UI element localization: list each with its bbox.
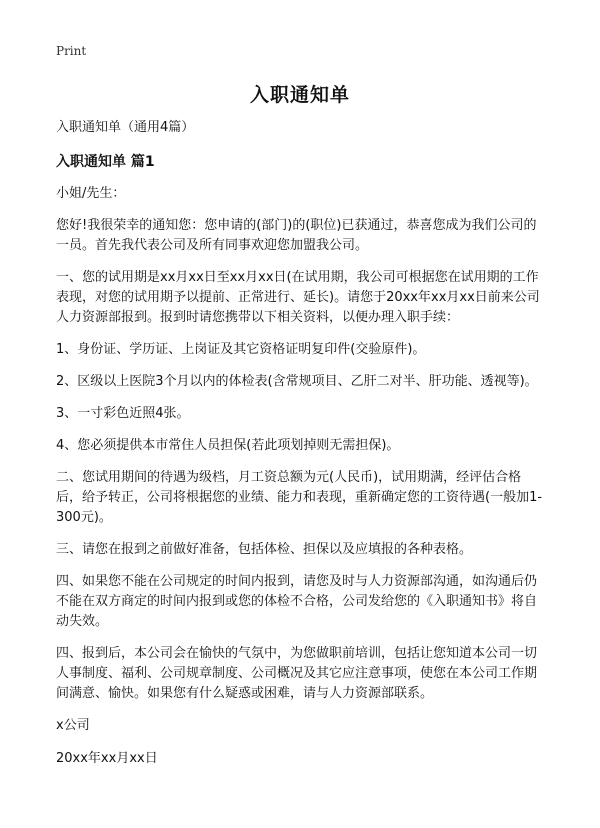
document-body [56,118,546,769]
paragraph-item-4: 4、您必须提供本市常住人员担保(若此项划掉则无需担保)。 [56,438,400,453]
paragraph-probation: 一、您的试用期是xx月xx日至xx月xx日(在试用期，我公司可根据您在试用期的工作表现，对您的试用期予以提前、正常进行、延长)。请您于20xx年xx月xx日前来公司人力资源部报到。报到时请您携带以下相关资料，以便办理入职手续： [56,270,540,325]
paragraph-welcome: 您好!我很荣幸的通知您：您申请的(部门)的(职位)已获通过，恭喜您成为我们公司的一员。首先我代表公司及所有同事欢迎您加盟我公司。 [56,218,537,253]
company-signature: x公司 [56,718,90,733]
paragraph-item-1: 1、身份证、学历证、上岗证及其它资格证明复印件(交验原件)。 [56,342,426,357]
section-heading: 入职通知单 篇1 [56,154,155,170]
paragraph-training: 四、报到后，本公司会在愉快的气氛中，为您做职前培训，包括让您知道本公司一切人事制度、福利、公司规章制度、公司概况及其它应注意事项，使您在本公司工作期间满意、愉快。如果您有什么疑惑或困难，请与人力资源部联系。 [56,646,538,701]
page-title: 入职通知单 [249,84,350,106]
print-link[interactable]: Print [56,44,87,58]
document-date: 20xx年xx月xx日 [56,751,158,766]
paragraph-item-3: 3、一寸彩色近照4张。 [56,406,190,421]
salutation: 小姐/先生： [56,186,126,201]
paragraph-item-2: 2、区级以上医院3个月以内的体检表(含常规项目、乙肝二对半、肝功能、透视等)。 [56,374,538,389]
paragraph-salary: 二、您试用期间的待遇为级档，月工资总额为元(人民币)，试用期满，经评估合格后，给予转正，公司将根据您的业绩、能力和表现，重新确定您的工资待遇(一般加1-300元)。 [56,470,543,525]
paragraph-preparation: 三、请您在报到之前做好准备，包括体检、担保以及应填报的各种表格。 [56,542,473,557]
document-subtitle: 入职通知单（通用4篇） [56,120,195,135]
paragraph-late-report: 四、如果您不能在公司规定的时间内报到，请您及时与人力资源部沟通，如沟通后仍不能在双方商定的时间内报到或您的体检不合格，公司发给您的《入职通知书》将自动失效。 [56,574,538,629]
